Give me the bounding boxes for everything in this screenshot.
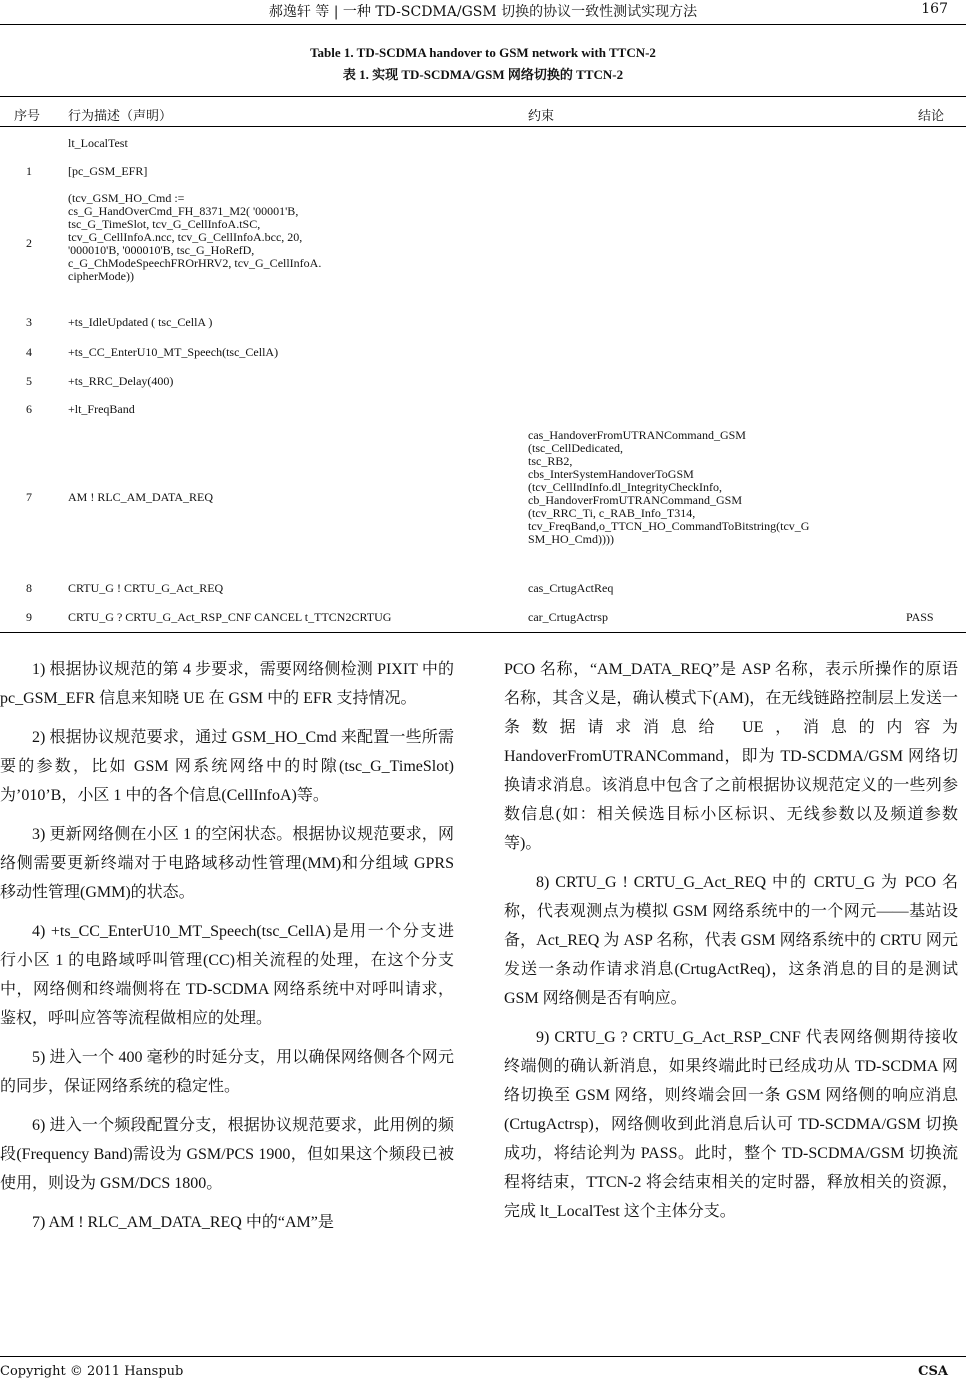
table-caption-zh: 表 1. 实现 TD-SCDMA/GSM 网络切换的 TTCN-2 (342, 67, 624, 82)
table-row-desc: (tcv_GSM_HO_Cmd := cs_G_HandOverCmd_FH_8371_M2( '00001'B, tsc_G_TimeSlot, tcv_G_CellInfoA.tSC, tcv_G_CellInfoA.ncc, tcv_G_CellInfoA.bcc, 20, '000010'B, '000010'B, tsc_G_HoRefD, c_G_ChModeSpeechFROrHRV2, tcv_G_CellInfoA. cipherMode)) (68, 191, 322, 283)
table-top-rule (0, 96, 966, 97)
table-header-constraint: 约束 (528, 109, 555, 124)
running-title: 郝逸轩 等 | 一种 TD-SCDMA/GSM 切换的协议一致性测试实现方法 (268, 4, 698, 20)
table-row-seq: 4 (26, 345, 32, 359)
table-header-seq: 序号 (14, 109, 41, 124)
table-header-rule (0, 126, 966, 127)
paragraph: 6) 进入一个频段配置分支，根据协议规范要求，此用例的频段(Frequency Band)需设为 GSM/PCS 1900，但如果这个频段已被使用，则设为 GSM/DCS 1800。 (0, 1117, 454, 1192)
table-row-desc: +ts_RRC_Delay(400) (68, 374, 174, 388)
table-row-seq: 5 (26, 374, 32, 388)
table-row-seq: 6 (26, 402, 32, 416)
paragraph: 8) CRTU_G ! CRTU_G_Act_REQ 中的 CRTU_G 为 PCO 名称，代表观测点为模拟 GSM 网络系统中的一个网元——基站设备，Act_REQ 为 ASP 名称，代表 GSM 网络系统中的 CRTU 网元发送一条动作请求消息(CrtugActReq)，这条消息的目的是测试 GSM 网络侧是否有响应。 (504, 874, 958, 1007)
table-bottom-rule (0, 632, 966, 633)
page-number: 167 (921, 1, 948, 17)
footer-copyright: Copyright © 2011 Hanspub (0, 1364, 184, 1379)
table-row-desc: lt_LocalTest (68, 136, 128, 150)
table-row-constraint: car_CrtugActrsp (528, 610, 608, 624)
table-row-result: PASS (906, 610, 934, 624)
footer-journal: CSA (918, 1364, 948, 1379)
table-caption-en: Table 1. TD-SCDMA handover to GSM network with TTCN-2 (310, 45, 656, 60)
body-column-left (0, 655, 454, 1247)
table-row-desc: [pc_GSM_EFR] (68, 164, 148, 178)
table-row-desc: AM ! RLC_AM_DATA_REQ (68, 490, 214, 504)
running-header (0, 0, 966, 24)
table-row-seq: 3 (26, 315, 32, 329)
table-row-desc: +lt_FreqBand (68, 402, 135, 416)
table-row-constraint: cas_HandoverFromUTRANCommand_GSM (tsc_CellDedicated, tsc_RB2, cbs_InterSystemHandoverToGSM (tcv_CellIndInfo.dl_IntegrityCheckInfo, cb_HandoverFromUTRANCommand_GSM (tcv_RRC_Ti, c_RAB_Info_T314, tcv_FreqBand,o_TTCN_HO_CommandToBitstring(tcv_G SM_HO_Cmd)))) (528, 428, 810, 546)
table-row-desc: CRTU_G ! CRTU_G_Act_REQ (68, 581, 224, 595)
body-column-right (504, 655, 958, 1236)
table-row-desc: +ts_CC_EnterU10_MT_Speech(tsc_CellA) (68, 345, 279, 359)
table-row-desc: +ts_IdleUpdated ( tsc_CellA ) (68, 315, 213, 329)
paragraph: 5) 进入一个 400 毫秒的时延分支，用以确保网络侧各个网元的同步，保证网络系统的稳定性。 (0, 1049, 454, 1095)
paragraph: 2) 根据协议规范要求，通过 GSM_HO_Cmd 来配置一些所需要的参数，比如 GSM 网系统网络中的时隙(tsc_G_TimeSlot)为’010’B，小区 1 中的各个信息(CellInfoA)等。 (0, 729, 454, 804)
table-row-desc: CRTU_G ? CRTU_G_Act_RSP_CNF CANCEL t_TTCN2CRTUG (68, 610, 392, 624)
paragraph: 1) 根据协议规范的第 4 步要求，需要网络侧检测 PIXIT 中的 pc_GSM_EFR 信息来知晓 UE 在 GSM 中的 EFR 支持情况。 (0, 661, 454, 707)
paragraph: 4) +ts_CC_EnterU10_MT_Speech(tsc_CellA)是用一个分支进行小区 1 的电路域呼叫管理(CC)相关流程的处理，在这个分支中，网络侧和终端侧将在 TD-SCDMA 网络系统中对呼叫请求，鉴权，呼叫应答等流程做相应的处理。 (0, 923, 454, 1027)
table-header-desc: 行为描述（声明） (68, 109, 173, 124)
table-row-seq: 8 (26, 581, 32, 595)
table-row-constraint: cas_CrtugActReq (528, 581, 614, 595)
table-header-result: 结论 (918, 109, 945, 124)
table-row-seq: 9 (26, 610, 32, 624)
footer-divider (0, 1356, 966, 1357)
paragraph: 7) AM ! RLC_AM_DATA_REQ 中的“AM”是 (32, 1214, 334, 1231)
paragraph: 9) CRTU_G ? CRTU_G_Act_RSP_CNF 代表网络侧期待接收终端侧的确认新消息，如果终端此时已经成功从 TD-SCDMA 网络切换至 GSM 网络，则终端会回一条 GSM 网络侧的响应消息(CrtugActrsp)，网络侧收到此消息后认可 TD-SCDMA/GSM 切换成功，将结论判为 PASS。此时，整个 TD-SCDMA/GSM 切换流程将结束，TTCN-2 将会结束相关的定时器，释放相关的资源，完成 lt_LocalTest 这个主体分支。 (504, 1029, 958, 1220)
header-divider (0, 24, 966, 25)
table-row-seq: 1 (26, 164, 32, 178)
paragraph: 3) 更新网络侧在小区 1 的空闲状态。根据协议规范要求，网络侧需要更新终端对于电路域移动性管理(MM)和分组域 GPRS 移动性管理(GMM)的状态。 (0, 826, 454, 901)
paragraph: PCO 名称，“AM_DATA_REQ”是 ASP 名称，表示所操作的原语名称，其含义是，确认模式下(AM)，在无线链路控制层上发送一条数据请求消息给 UE，消息的内容为 HandoverFromUTRANCommand，即为 TD-SCDMA/GSM 网络切换请求消息。该消息中包含了之前根据协议规范定义的一些列参数信息(如：相关候选目标小区标识、无线参数以及频道参数等)。 (504, 661, 958, 852)
table-row-seq: 2 (26, 236, 32, 250)
table-row-seq: 7 (26, 490, 32, 504)
